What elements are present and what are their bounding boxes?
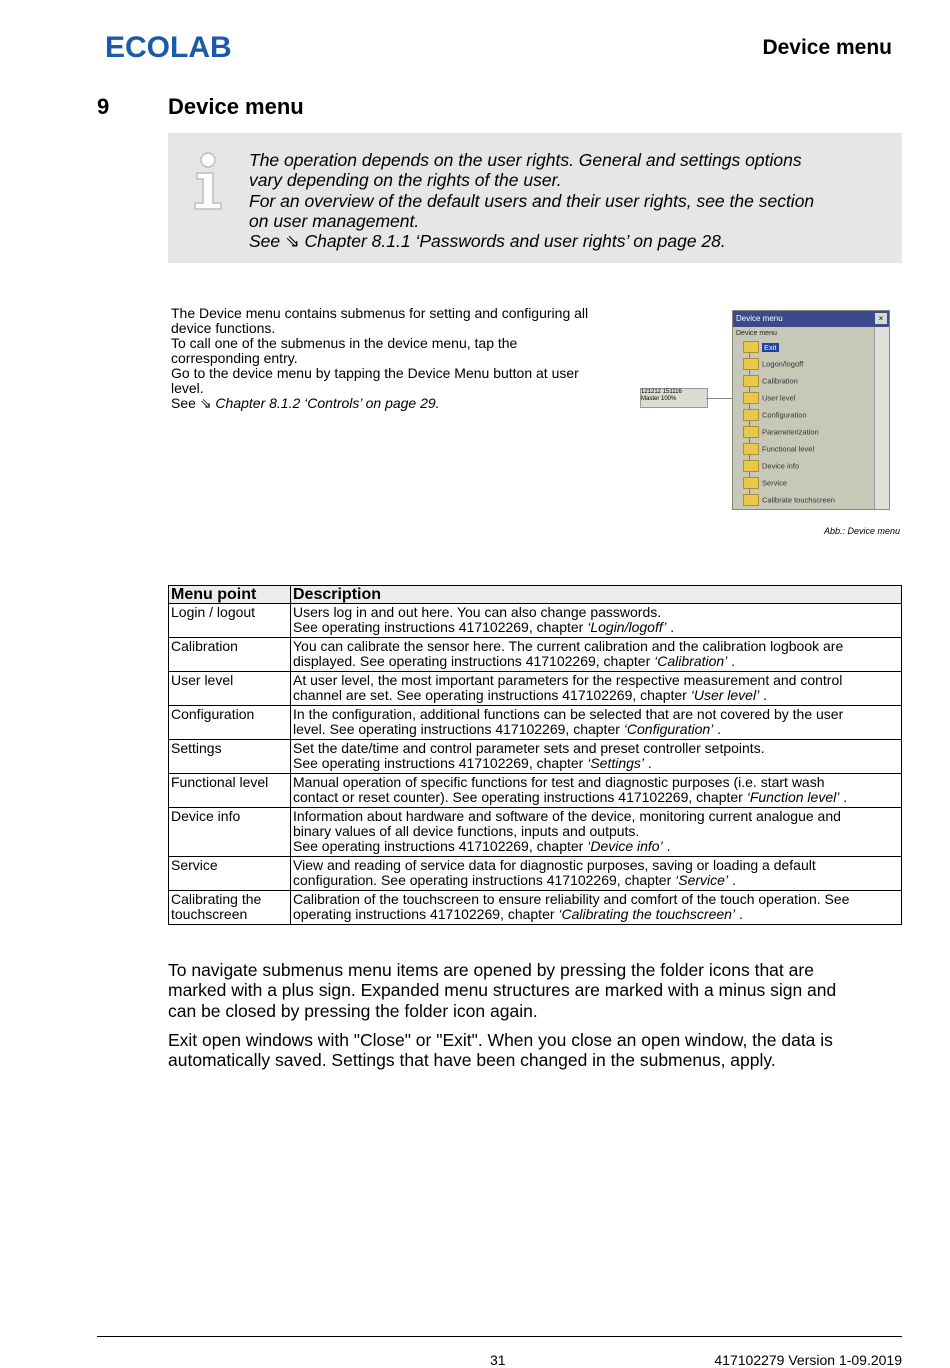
intro-line: Go to the device menu by tapping the Device Menu button at user — [171, 365, 579, 381]
menu-point-cell: User level — [169, 672, 291, 706]
ecolab-logo — [105, 30, 255, 62]
table-row — [169, 740, 902, 774]
folder-icon — [743, 392, 759, 404]
folder-icon — [743, 494, 759, 506]
intro-text — [171, 306, 631, 411]
menu-points-table — [168, 585, 902, 925]
table-row — [169, 857, 902, 891]
menu-point-cell: Login / logout — [169, 604, 291, 638]
folder-icon — [743, 409, 759, 421]
note-line: The operation depends on the user rights. General and settings options — [249, 150, 802, 170]
table-row — [169, 604, 902, 638]
intro-line: corresponding entry. — [171, 350, 298, 366]
chapter-reference: ‘Service’ — [675, 872, 729, 888]
table-row — [169, 672, 902, 706]
menu-point-cell: Functional level — [169, 774, 291, 808]
menu-point-cell: Device info — [169, 808, 291, 857]
note-line: on user management. — [249, 210, 420, 231]
table-row — [169, 808, 902, 857]
tree-item-user-level[interactable]: User level — [743, 392, 795, 404]
chapter-reference: ‘Device info’ — [587, 838, 663, 854]
tree-item-calibrate-touchscreen[interactable]: Calibrate touchscreen — [743, 494, 835, 506]
folder-icon — [743, 341, 759, 353]
document-version: 417102279 Version 1-09.2019 — [714, 1352, 902, 1368]
close-icon[interactable]: × — [875, 313, 887, 324]
table-row — [169, 774, 902, 808]
table-header-row — [169, 586, 902, 604]
chapter-reference: ‘Configuration’ — [623, 721, 714, 737]
note-line: vary depending on the rights of the user. — [249, 170, 562, 191]
note-line: For an overview of the default users and their user rights, see the section — [249, 190, 815, 211]
description-cell: Manual operation of specific functions for test and diagnostic purposes (i.e. start wash contact or reset counter). See operating instructions 417102269, chapter ‘Function level’ . — [291, 774, 902, 808]
exit-paragraph: Exit open windows with "Close" or "Exit". When you close an open window, the data is automatically saved. Settings that have been changed in the submenus, apply. — [168, 1030, 833, 1071]
description-cell: At user level, the most important parameters for the respective measurement and control channel are set. See operating instructions 417102269, chapter ‘User level’ . — [291, 672, 902, 706]
description-cell: Calibration of the touchscreen to ensure reliability and comfort of the touch operation. See operating instructions 417102269, chapter ‘Calibrating the touchscreen’ . — [291, 891, 902, 925]
see-prefix: See ⇘ — [171, 395, 216, 411]
description-cell: You can calibrate the sensor here. The current calibration and the calibration logbook are displayed. See operating instructions 417102269, chapter ‘Calibration’ . — [291, 638, 902, 672]
tree-root-label: Device menu — [736, 330, 777, 337]
intro-line: To call one of the submenus in the device menu, tap the — [171, 335, 518, 351]
note-line-reference[interactable]: See ⇘ Chapter 8.1.1 ‘Passwords and user rights’ on page 28. — [249, 231, 726, 252]
navigation-paragraph: To navigate submenus menu items are opened by pressing the folder icons that are marked with a plus sign. Expanded menu structures are marked with a minus sign and can be closed by pressing the folder icon again. — [168, 960, 837, 1021]
info-note-box — [168, 133, 902, 263]
column-header: Description — [291, 586, 902, 604]
note-text — [249, 150, 879, 251]
device-window-title: Device menu — [736, 314, 783, 323]
device-window-titlebar — [733, 311, 889, 327]
chapter-reference: ‘Calibrating the touchscreen’ — [558, 906, 736, 922]
folder-icon — [743, 375, 759, 387]
folder-icon — [743, 426, 759, 438]
chapter-reference: ‘Login/logoff’ — [587, 619, 667, 635]
figure-caption: Abb.: Device menu — [823, 526, 900, 536]
device-menu-button-preview — [640, 388, 708, 408]
description-cell: View and reading of service data for diagnostic purposes, saving or loading a default configuration. See operating instructions 417102269, chapter ‘Service’ . — [291, 857, 902, 891]
column-header: Menu point — [169, 586, 291, 604]
tree-item-parameterization[interactable]: Parameterization — [743, 426, 819, 438]
folder-icon — [743, 358, 759, 370]
tree-item-calibration[interactable]: Calibration — [743, 375, 798, 387]
info-icon — [192, 151, 226, 211]
header-section-title: Device menu — [762, 36, 892, 59]
folder-icon — [743, 443, 759, 455]
table-row — [169, 706, 902, 740]
intro-line: device functions. — [171, 320, 276, 336]
description-cell: In the configuration, additional functions can be selected that are not covered by the user level. See operating instructions 417102269, chapter ‘Configuration’ . — [291, 706, 902, 740]
folder-icon — [743, 460, 759, 472]
tree-item-device-info[interactable]: Device info — [743, 460, 799, 472]
footer-divider — [97, 1336, 902, 1337]
table-row — [169, 638, 902, 672]
intro-line: The Device menu contains submenus for setting and configuring all — [171, 305, 589, 321]
chapter-reference: ‘Calibration’ — [654, 653, 728, 669]
table-row — [169, 891, 902, 925]
folder-icon — [743, 477, 759, 489]
menu-point-cell: Settings — [169, 740, 291, 774]
connector-line — [706, 398, 734, 399]
mini-line: Master 100% — [641, 396, 677, 402]
chapter-title: Device menu — [168, 94, 304, 119]
intro-see-line — [171, 396, 631, 411]
menu-point-cell: Configuration — [169, 706, 291, 740]
description-cell: Information about hardware and software of the device, monitoring current analogue and binary values of all device functions, inputs and outputs. See operating instructions 417102269, chapter ‘Device info’ . — [291, 808, 902, 857]
intro-line: level. — [171, 380, 204, 396]
scrollbar[interactable] — [874, 327, 889, 509]
svg-text:ECOLAB: ECOLAB — [105, 31, 232, 62]
tree-item-configuration[interactable]: Configuration — [743, 409, 807, 421]
device-menu-window — [732, 310, 890, 510]
chapter-reference: ‘User level’ — [690, 687, 760, 703]
tree-item-service[interactable]: Service — [743, 477, 787, 489]
description-cell: Users log in and out here. You can also change passwords. See operating instructions 417102269, chapter ‘Login/logoff’ . — [291, 604, 902, 638]
chapter-reference-link[interactable]: Chapter 8.1.2 ‘Controls’ on page 29. — [215, 395, 440, 411]
page-number: 31 — [490, 1352, 506, 1368]
menu-point-cell: Service — [169, 857, 291, 891]
description-cell: Set the date/time and control parameter sets and preset controller setpoints. See operating instructions 417102269, chapter ‘Settings’ . — [291, 740, 902, 774]
mini-line: 121212 151116 — [641, 389, 682, 395]
menu-point-cell: Calibration — [169, 638, 291, 672]
tree-item-exit[interactable]: Exit — [743, 341, 779, 353]
chapter-reference: ‘Settings’ — [587, 755, 645, 771]
chapter-number: 9 — [97, 94, 110, 119]
menu-point-cell: Calibrating the touchscreen — [169, 891, 291, 925]
tree-item-functional-level[interactable]: Functional level — [743, 443, 814, 455]
tree-item-logon[interactable]: Logon/logoff — [743, 358, 803, 370]
chapter-reference: ‘Function level’ — [746, 789, 840, 805]
